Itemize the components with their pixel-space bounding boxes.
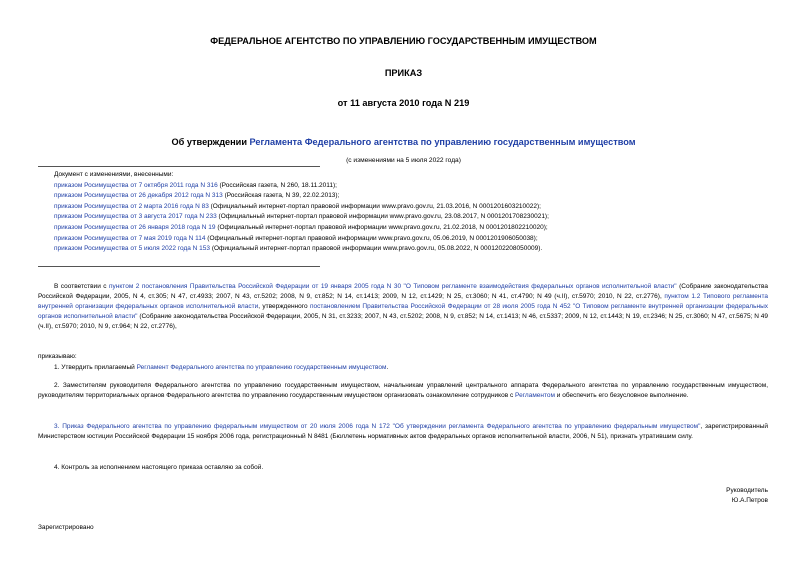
item-text: , зарегистрированный Министерством юстиции Российской Федерации 15 ноября 2006 года, регистрационный N 8481 (Бюллетень нормативных актов федеральных органов исполнительной власти, 2006, N 51), признать утратившим силу. [38, 423, 769, 440]
order-item-3 [38, 422, 768, 442]
change-item [54, 223, 654, 234]
change-source: (Официальный интернет-портал правовой информации www.pravo.gov.ru, 21.02.2018, N 0001201802210020); [215, 223, 548, 231]
signatory-name: Ю.А.Петров [731, 497, 768, 504]
preamble-text: (Собрание законодательства Российской Федерации, 2005, N 4, ст.305; N 47, ст.4933; 2007, N 43, ст.5202; 2008, N 9, ст.852; N 14, ст.1413; 2009, N 12, ст.1429; N 25, ст.3060; N 41, ст.4790; N 49 (ч.II), ст.5970; 2010, N 22, ст.2776), [38, 283, 768, 300]
signature-block [726, 486, 768, 506]
changes-bottom-divider [38, 266, 320, 267]
change-link[interactable]: приказом Росимущества от 7 мая 2019 года N 114 [54, 234, 206, 242]
item-text: 1. Утвердить прилагаемый [54, 364, 137, 371]
order-item-1 [38, 363, 768, 373]
change-item [54, 234, 654, 245]
preamble-text: (Собрание законодательства Российской Федерации, 2005, N 31, ст.3233; 2007, N 43, ст.5202; 2008, N 9, ст.852; N 14, ст.1413; N 46, ст.5337; 2009, N 12, ст.1443; N 19, ст.2346; N 25, ст.3060; N 47, ст.5675; N 49 (ч.II), ст.5970; 2010, N 9, ст.964; N 22, ст.2776), [38, 313, 768, 330]
changes-top-divider [38, 166, 320, 167]
change-source: (Официальный интернет-портал правовой информации www.pravo.gov.ru, 21.03.2016, N 0001201603210022); [208, 202, 541, 210]
changes-list [54, 170, 654, 255]
change-source: (Официальный интернет-портал правовой информации www.pravo.gov.ru, 23.08.2017, N 0001201708230021); [216, 213, 549, 221]
order-item-4: 4. Контроль за исполнением настоящего приказа оставляю за собой. [54, 464, 264, 471]
item-text: 2. Заместителям руководителя Федерального агентства по управлению государственным имуществом, начальникам управлений центрального аппарата Федерального агентства по управлению государственным имуществом, руководителям территориальных органов Федерального агентства по управлению государственным имуществом организовать ознакомление сотрудников с [38, 382, 768, 399]
change-source: (Российская газета, N 260, 18.11.2011); [217, 181, 337, 189]
regulation-title-link[interactable]: Регламента Федерального агентства по управлению государственным имуществом [249, 137, 636, 147]
change-source: (Официальный интернет-портал правовой информации www.pravo.gov.ru, 05.06.2019, N 0001201906050038); [205, 234, 538, 242]
agency-heading: ФЕДЕРАЛЬНОЕ АГЕНТСТВО ПО УПРАВЛЕНИЮ ГОСУДАРСТВЕННЫМ ИМУЩЕСТВОМ [210, 36, 597, 46]
change-item [54, 244, 654, 255]
typical-regulation-link[interactable]: пунктом 1.2 Типового регламента внутренней организации федеральных органов исполнительной власти [38, 293, 768, 310]
change-item [54, 191, 654, 202]
change-link[interactable]: приказом Росимущества от 7 октября 2011 года N 316 [54, 181, 218, 189]
amended-note: (с изменениями на 5 июля 2022 года) [346, 157, 461, 164]
change-source: (Российская газета, N 39, 22.02.2013); [222, 192, 340, 200]
doc-type-heading: ПРИКАЗ [384, 68, 423, 78]
change-item [54, 202, 654, 213]
change-item [54, 181, 654, 192]
order-item-2 [38, 381, 768, 401]
doc-title [0, 137, 807, 147]
regulation-short-link[interactable]: Регламентом [515, 392, 555, 399]
preamble-text: , утвержденного [258, 303, 310, 310]
item-text: . [386, 364, 389, 371]
change-source: (Официальный интернет-портал правовой информации www.pravo.gov.ru, 05.08.2022, N 0001202208050009). [210, 245, 543, 253]
regulation-link[interactable]: Регламент Федерального агентства по управлению государственным имуществом [136, 364, 387, 371]
doc-date-number: от 11 августа 2010 года N 219 [337, 98, 470, 108]
preamble-text: В соответствии с [54, 283, 110, 290]
resolution-452-link[interactable]: постановлением Правительства Российской Федерации от 28 июля 2005 года N 452 "О Типовом регламенте внутренней организации федеральных органов исполнительной власти" [38, 303, 768, 320]
order-word: приказываю: [38, 353, 77, 360]
item-number: 3. [54, 423, 63, 430]
change-link[interactable]: приказом Росимущества от 2 марта 2016 года N 83 [54, 202, 209, 210]
preamble-paragraph [38, 282, 768, 332]
changes-intro: Документ с изменениями, внесенными: [54, 171, 174, 178]
order-172-link[interactable]: Приказ Федерального агентства по управлению федеральным имуществом от 20 июля 2006 года N 172 "Об утверждении регламента Федерального агентства по управлению федеральным имуществом" [62, 423, 701, 430]
change-link[interactable]: приказом Росимущества от 5 июля 2022 года N 153 [54, 245, 211, 253]
change-item [54, 212, 654, 223]
change-link[interactable]: приказом Росимущества от 26 декабря 2012 года N 313 [54, 192, 223, 200]
resolution-30-link[interactable]: пунктом 2 постановления Правительства Российской Федерации от 19 января 2005 года N 30 "О Типовом регламенте взаимодействия федеральных органов исполнительной власти" [109, 283, 677, 290]
change-link[interactable]: приказом Росимущества от 26 января 2018 года N 19 [54, 223, 216, 231]
change-link[interactable]: приказом Росимущества от 3 августа 2017 года N 233 [54, 213, 217, 221]
item-text: и обеспечить его безусловное выполнение. [555, 392, 689, 399]
signatory-role: Руководитель [726, 487, 768, 494]
registered-label: Зарегистрировано [38, 524, 94, 531]
doc-title-prefix: Об утверждении [171, 137, 250, 147]
